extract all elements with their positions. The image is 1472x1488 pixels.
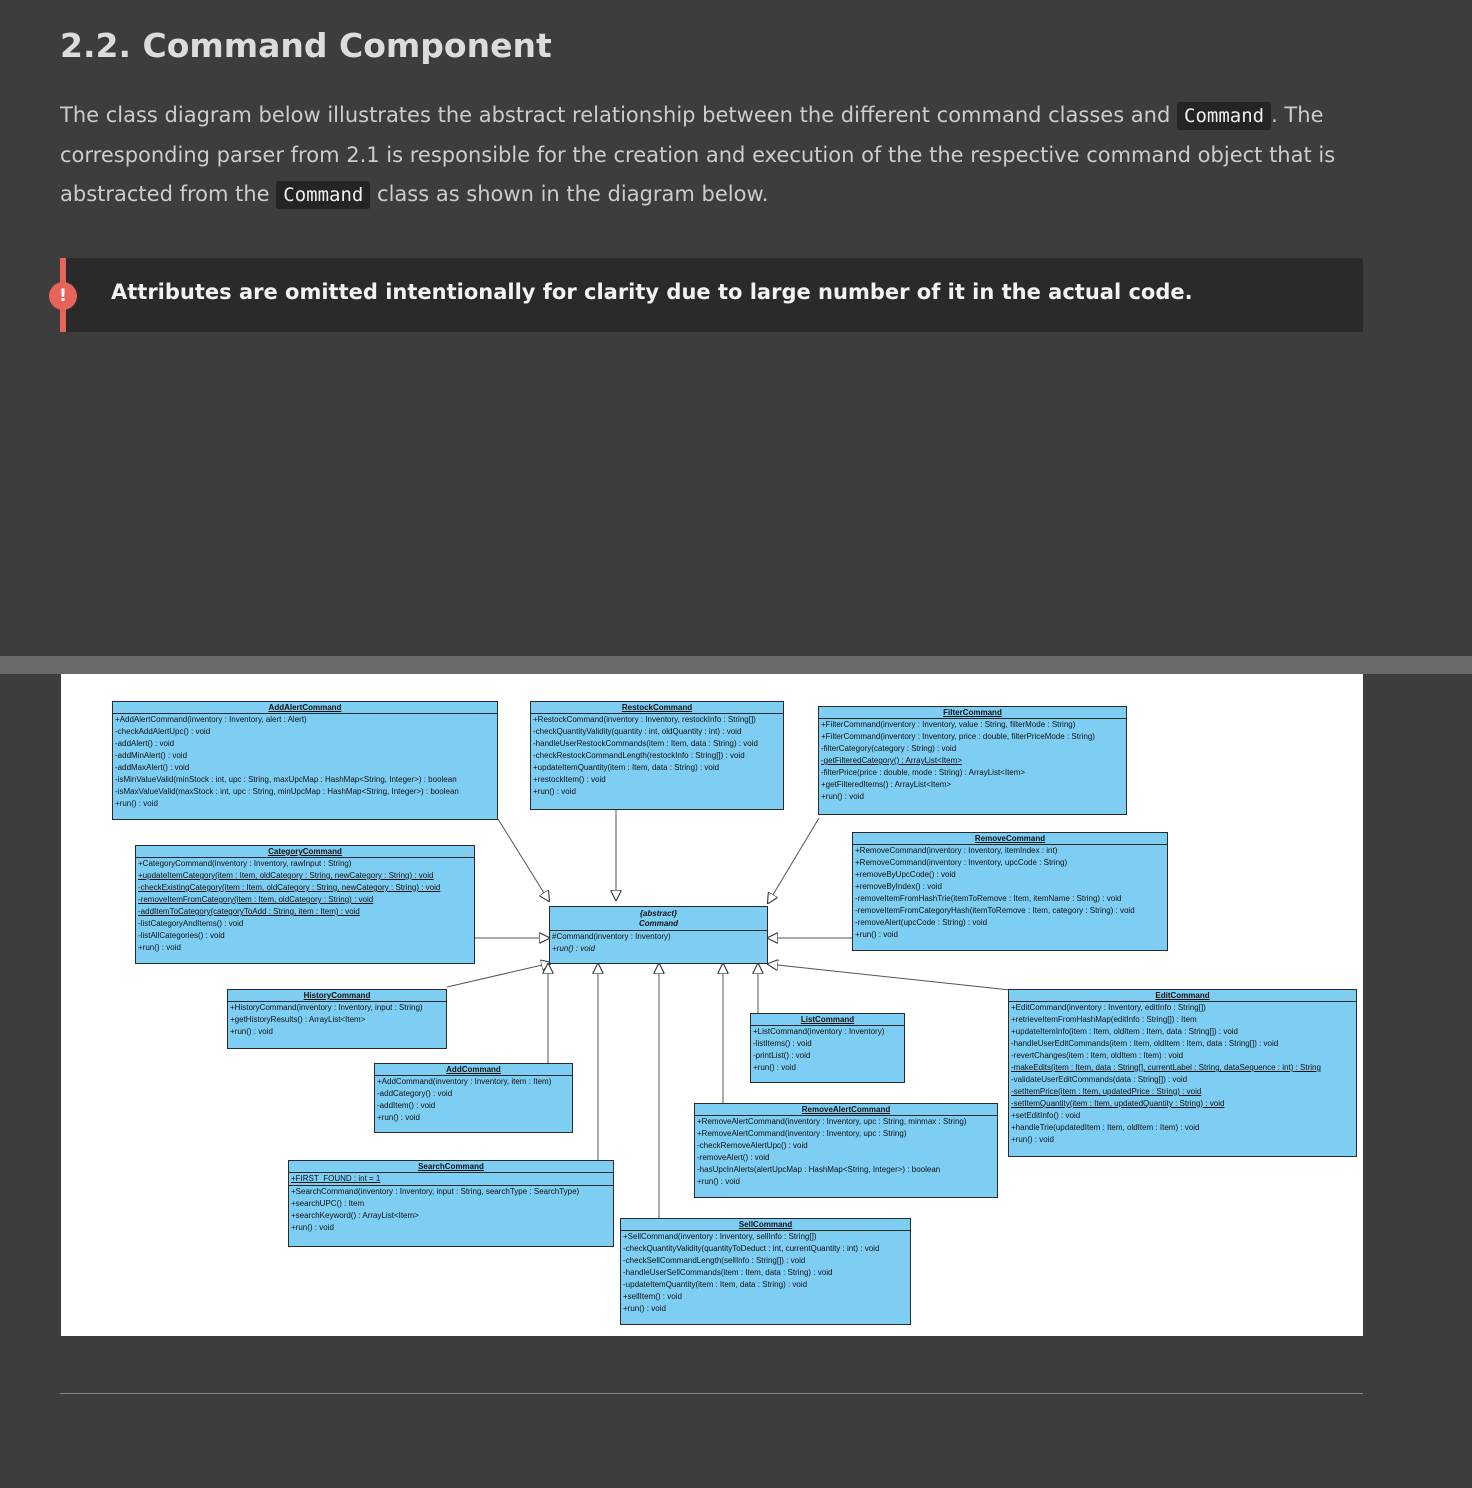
- method: -addItemToCategory(categoryToAdd : String, item : Item) : void: [138, 907, 360, 916]
- warning-callout: [60, 258, 1363, 332]
- method: +updateItemCategory(item : Item, oldCategory : String, newCategory : String) : void: [138, 871, 434, 880]
- method: +removeByIndex() : void: [855, 882, 942, 891]
- method: -handleUserRestockCommands(item : Item, data : String) : void: [533, 739, 758, 748]
- method: +run() : void: [1011, 1135, 1054, 1144]
- horizontal-scrollbar-track[interactable]: [0, 656, 1472, 674]
- method: +run() : void: [291, 1223, 334, 1232]
- method: -printList() : void: [753, 1051, 811, 1060]
- method: +run() : void: [623, 1304, 666, 1313]
- method: +sellItem() : void: [623, 1292, 682, 1301]
- method: +FilterCommand(inventory : Inventory, price : double, filterPriceMode : String): [821, 732, 1095, 741]
- method-list: [531, 714, 783, 798]
- class-name: AddCommand: [375, 1064, 572, 1076]
- method: +RemoveAlertCommand(inventory : Inventory, upc : String): [697, 1129, 907, 1138]
- method: +FilterCommand(inventory : Inventory, value : String, filterMode : String): [821, 720, 1076, 729]
- method: -hasUpcInAlerts(alertUpcMap : HashMap<String, Integer>) : boolean: [697, 1165, 941, 1174]
- class-remove-command: [852, 832, 1168, 951]
- class-abstract-command: [549, 906, 768, 964]
- method: +run() : void: [533, 787, 576, 796]
- inline-code-command: Command: [1177, 102, 1271, 130]
- method: -updateItemQuantity(item : Item, data : String) : void: [623, 1280, 808, 1289]
- method: +run() : void: [552, 944, 595, 953]
- class-filter-command: [818, 706, 1127, 815]
- method: +EditCommand(inventory : Inventory, editInfo : String[]): [1011, 1003, 1206, 1012]
- paragraph-text: The class diagram below illustrates the abstract relationship between the different command classes and: [60, 103, 1177, 127]
- method: +AddCommand(inventory : Inventory, item : Item): [377, 1077, 552, 1086]
- arrow-addalert: [498, 819, 549, 901]
- arrow-filter: [768, 818, 819, 903]
- class-diagram: [61, 674, 1363, 1336]
- method: +handleTrie(updatedItem : Item, oldItem : Item) : void: [1011, 1123, 1200, 1132]
- class-add-alert-command: [112, 701, 498, 820]
- method: +restockItem() : void: [533, 775, 606, 784]
- method: +updateItemInfo(item : Item, oldItem : Item, data : String[]) : void: [1011, 1027, 1238, 1036]
- method: -removeItemFromHashTrie(itemToRemove : Item, itemName : String) : void: [855, 894, 1122, 903]
- method: +updateItemQuantity(item : Item, data : String) : void: [533, 763, 720, 772]
- class-name: RestockCommand: [531, 702, 783, 714]
- method: -setItemQuantity(item : Item, updatedQuantity : String) : void: [1011, 1099, 1225, 1108]
- method: -removeAlert(upcCode : String) : void: [855, 918, 988, 927]
- method: -removeItemFromCategory(item : Item, oldCategory : String) : void: [138, 895, 374, 904]
- class-name: ListCommand: [751, 1014, 904, 1026]
- method: -setItemPrice(item : Item, updatedPrice : String) : void: [1011, 1087, 1202, 1096]
- method: +AddAlertCommand(inventory : Inventory, alert : Alert): [115, 715, 307, 724]
- method: -filterCategory(category : String) : void: [821, 744, 957, 753]
- method-list: [751, 1026, 904, 1074]
- class-name: FilterCommand: [819, 707, 1126, 719]
- method: -removeItemFromCategoryHash(itemToRemove : Item, category : String) : void: [855, 906, 1135, 915]
- method-list: [853, 845, 1167, 941]
- method-list: [375, 1076, 572, 1124]
- class-name: RemoveAlertCommand: [695, 1104, 997, 1116]
- method: -checkExistingCategory(item : Item, oldCategory : String, newCategory : String) : void: [138, 883, 441, 892]
- method: +removeByUpcCode() : void: [855, 870, 956, 879]
- method-list: [1009, 1002, 1356, 1146]
- method: -checkQuantityValidity(quantityToDeduct : int, currentQuantity : int) : void: [623, 1244, 880, 1253]
- method: #Command(inventory : Inventory): [552, 932, 671, 941]
- method: -addMaxAlert() : void: [115, 763, 190, 772]
- class-add-command: [374, 1063, 573, 1133]
- method: +getHistoryResults() : ArrayList<Item>: [230, 1015, 366, 1024]
- callout-text: Attributes are omitted intentionally for clarity due to large number of it in the actual code.: [111, 280, 1193, 304]
- class-remove-alert-command: [694, 1103, 998, 1198]
- method: -isMaxValueValid(maxStock : int, upc : String, minUpcMap : HashMap<String, Integer>) : boolean: [115, 787, 459, 796]
- method-list: [621, 1231, 910, 1315]
- method: +getFilteredItems() : ArrayList<Item>: [821, 780, 952, 789]
- method: +run() : void: [115, 799, 158, 808]
- method-list: [550, 931, 767, 955]
- arrow-edit: [768, 964, 1010, 990]
- method: +retrieveItemFromHashMap(editInfo : String[]) : Item: [1011, 1015, 1197, 1024]
- method: +RemoveCommand(inventory : Inventory, itemIndex : int): [855, 846, 1058, 855]
- class-name: EditCommand: [1009, 990, 1356, 1002]
- method: -addAlert() : void: [115, 739, 175, 748]
- method: +run() : void: [377, 1113, 420, 1122]
- class-attribute: [289, 1173, 613, 1186]
- method: -checkRestockCommandLength(restockInfo : String[]) : void: [533, 751, 745, 760]
- class-category-command: [135, 845, 475, 964]
- class-name: RemoveCommand: [853, 833, 1167, 845]
- method: +run() : void: [138, 943, 181, 952]
- exclamation-icon: !: [49, 282, 77, 310]
- class-sell-command: [620, 1218, 911, 1325]
- paragraph-text: class as shown in the diagram below.: [370, 182, 769, 206]
- method: -checkRemoveAlertUpc() : void: [697, 1141, 808, 1150]
- method: +HistoryCommand(inventory : Inventory, input : String): [230, 1003, 423, 1012]
- class-restock-command: [530, 701, 784, 810]
- method: -checkQuantityValidity(quantity : int, oldQuantity : int) : void: [533, 727, 742, 736]
- method: +setEditInfo() : void: [1011, 1111, 1081, 1120]
- method-list: [113, 714, 497, 810]
- method: -makeEdits(item : Item, data : String[], currentLabel : String, dataSequence : int) : String: [1011, 1063, 1321, 1072]
- method: +CategoryCommand(inventory : Inventory, rawInput : String): [138, 859, 352, 868]
- class-name: SellCommand: [621, 1219, 910, 1231]
- method: +RemoveCommand(inventory : Inventory, upcCode : String): [855, 858, 1068, 867]
- method: -checkSellCommandLength(sellInfo : String[]) : void: [623, 1256, 806, 1265]
- method: +RestockCommand(inventory : Inventory, restockInfo : String[]): [533, 715, 756, 724]
- paragraph-text: . The corresponding parser from 2.1 is responsible for the creation and execution of the the respective command object that is abstracted from the: [60, 103, 1336, 206]
- method: -handleUserSellCommands(item : Item, data : String) : void: [623, 1268, 833, 1277]
- horizontal-rule: [60, 1393, 1363, 1394]
- class-name: HistoryCommand: [228, 990, 446, 1002]
- class-search-command: [288, 1160, 614, 1247]
- method: -removeAlert() : void: [697, 1153, 770, 1162]
- method-list: [289, 1186, 613, 1234]
- method: -addItem() : void: [377, 1101, 436, 1110]
- method: -checkAddAlertUpc() : void: [115, 727, 211, 736]
- intro-paragraph: [60, 96, 1370, 215]
- method: +run() : void: [753, 1063, 796, 1072]
- class-name: Command: [550, 919, 767, 931]
- method: -listCategoryAndItems() : void: [138, 919, 244, 928]
- method: +SearchCommand(inventory : Inventory, input : String, searchType : SearchType): [291, 1187, 580, 1196]
- class-list-command: [750, 1013, 905, 1083]
- method: +run() : void: [230, 1027, 273, 1036]
- class-name: SearchCommand: [289, 1161, 613, 1173]
- class-name: CategoryCommand: [136, 846, 474, 858]
- method: +searchUPC() : Item: [291, 1199, 365, 1208]
- method: -addMinAlert() : void: [115, 751, 188, 760]
- inline-code-command: Command: [276, 181, 370, 209]
- method: -revertChanges(item : Item, oldItem : Item) : void: [1011, 1051, 1184, 1060]
- method: +SellCommand(inventory : Inventory, sellInfo : String[]): [623, 1232, 817, 1241]
- method: +run() : void: [821, 792, 864, 801]
- class-name: AddAlertCommand: [113, 702, 497, 714]
- method-list: [136, 858, 474, 954]
- method: -filterPrice(price : double, mode : String) : ArrayList<Item>: [821, 768, 1026, 777]
- method: +searchKeyword() : ArrayList<Item>: [291, 1211, 419, 1220]
- method: +ListCommand(inventory : Inventory): [753, 1027, 885, 1036]
- method: -validateUserEditCommands(data : String[]) : void: [1011, 1075, 1188, 1084]
- method-list: [819, 719, 1126, 803]
- method: -addCategory() : void: [377, 1089, 453, 1098]
- attribute: +FIRST_FOUND : int = 1: [291, 1174, 381, 1183]
- method: -isMinValueValid(minStock : int, upc : String, maxUpcMap : HashMap<String, Integer>) : boolean: [115, 775, 457, 784]
- method: -listAllCategories() : void: [138, 931, 225, 940]
- method-list: [695, 1116, 997, 1188]
- method: +RemoveAlertCommand(inventory : Inventory, upc : String, minmax : String): [697, 1117, 967, 1126]
- method: +run() : void: [697, 1177, 740, 1186]
- arrow-history: [447, 963, 551, 987]
- class-history-command: [227, 989, 447, 1049]
- method: -listItems() : void: [753, 1039, 812, 1048]
- method: -getFilteredCategory() : ArrayList<Item>: [821, 756, 962, 765]
- page-title: 2.2. Command Component: [60, 26, 552, 65]
- class-stereotype: {abstract}: [639, 909, 678, 918]
- class-edit-command: [1008, 989, 1357, 1157]
- method: -handleUserEditCommands(item : Item, oldItem : Item, data : String[]) : void: [1011, 1039, 1279, 1048]
- method-list: [228, 1002, 446, 1038]
- method: +run() : void: [855, 930, 898, 939]
